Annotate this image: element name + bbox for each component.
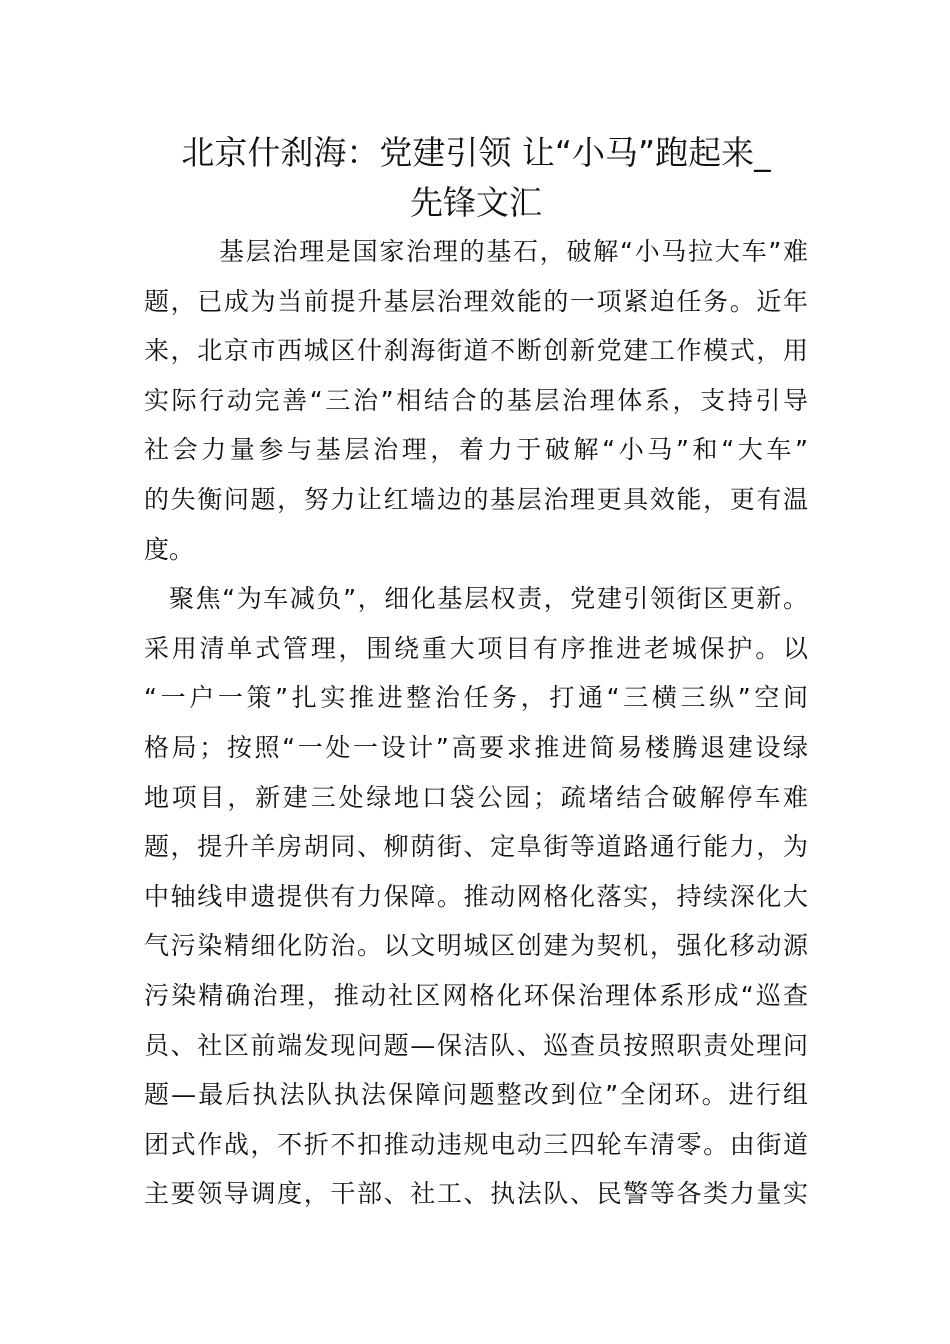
text-line: 社会力量参与基层治理，着力于破解“小马”和“大车” xyxy=(144,435,808,465)
text-line: 污染精确治理，推动社区网格化环保治理体系形成“巡查 xyxy=(144,980,808,1010)
text-line: 度。 xyxy=(144,534,195,564)
text-line: 实际行动完善“三治”相结合的基层治理体系，支持引导 xyxy=(144,385,808,415)
text-line: 中轴线申遗提供有力保障。推动网格化落实，持续深化大 xyxy=(144,881,808,911)
text-line: 题，提升羊房胡同、柳荫街、定阜街等道路通行能力，为 xyxy=(144,832,808,862)
text-line: 气污染精细化防治。以文明城区创建为契机，强化移动源 xyxy=(144,931,808,961)
title-line: 先锋文汇 xyxy=(410,183,542,222)
title-line: 北京什刹海：党建引领 让“小马”跑起来_ xyxy=(181,133,771,172)
text-line: 采用清单式管理，围绕重大项目有序推进老城保护。以 xyxy=(144,633,808,663)
text-line: 聚焦“为车减负”，细化基层权责，党建引领街区更新。 xyxy=(169,584,808,614)
document-title xyxy=(140,128,812,228)
paragraph-2 xyxy=(144,574,808,1219)
text-line: “一户一策”扎实推进整治任务，打通“三横三纵”空间 xyxy=(144,683,808,713)
text-line: 团式作战，不折不扣推动违规电动三四轮车清零。由街道 xyxy=(144,1129,808,1159)
text-line: 员、社区前端发现问题—保洁队、巡查员按照职责处理问 xyxy=(144,1030,808,1060)
text-line: 题—最后执法队执法保障问题整改到位”全闭环。进行组 xyxy=(144,1080,808,1110)
text-line: 格局；按照“一处一设计”高要求推进简易楼腾退建设绿 xyxy=(144,732,808,762)
text-line: 主要领导调度，干部、社工、执法队、民警等各类力量实 xyxy=(144,1179,808,1209)
paragraph-1 xyxy=(144,227,808,574)
text-line: 来，北京市西城区什刹海街道不断创新党建工作模式，用 xyxy=(144,336,808,366)
document-body xyxy=(144,227,808,1219)
text-line: 题，已成为当前提升基层治理效能的一项紧迫任务。近年 xyxy=(144,286,808,316)
text-line: 地项目，新建三处绿地口袋公园；疏堵结合破解停车难 xyxy=(144,782,808,812)
text-line: 基层治理是国家治理的基石，破解“小马拉大车”难 xyxy=(219,237,808,266)
text-line: 的失衡问题，努力让红墙边的基层治理更具效能，更有温 xyxy=(144,484,808,514)
